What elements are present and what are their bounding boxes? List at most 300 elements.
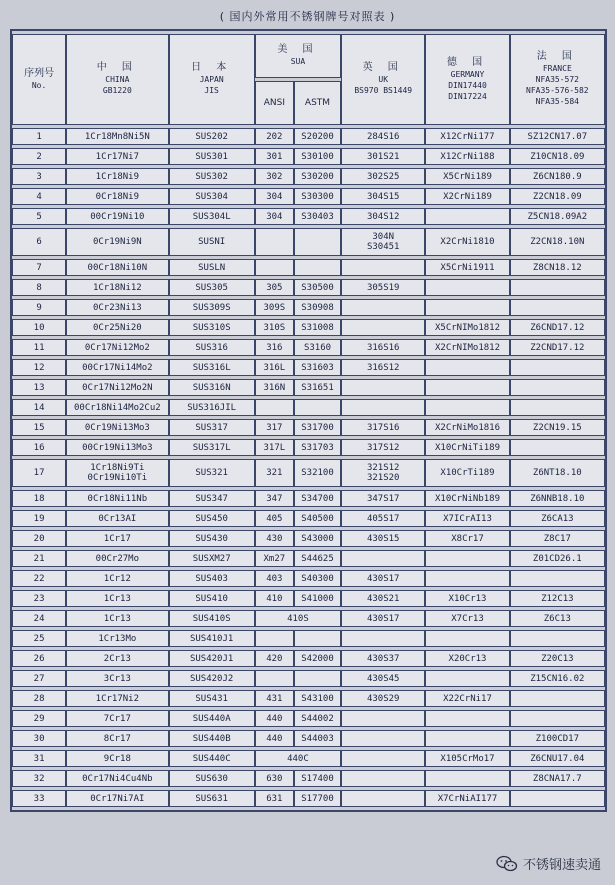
cell-uk [341, 168, 425, 185]
cell-china-line: 1Cr18Ni9Ti [90, 463, 145, 473]
cell-france: Z100CD17 [510, 730, 605, 747]
cell-uk-line: 430S29 [366, 693, 400, 704]
grade-comparison-table [10, 29, 607, 812]
cell-japan: SUS430 [169, 530, 255, 547]
cell-astm: S41000 [294, 590, 341, 607]
cell-france: Z20C13 [510, 650, 605, 667]
table-row [12, 630, 605, 647]
cell-france [510, 379, 605, 396]
cell-astm: S31703 [294, 439, 341, 456]
wechat-icon [496, 855, 518, 873]
cell-france: Z2CND17.12 [510, 339, 605, 356]
cell-uk [341, 750, 425, 767]
cell-seq: 8 [12, 279, 66, 296]
watermark-text: 不锈钢速卖通 [522, 858, 601, 873]
cell-uk [341, 299, 425, 316]
cell-china [66, 419, 168, 436]
cell-china [66, 439, 168, 456]
cell-france: Z6CN180.9 [510, 168, 605, 185]
cell-germany: X10CrTi189 [425, 459, 509, 487]
cell-france [510, 630, 605, 647]
cell-germany: X5CrNi189 [425, 168, 509, 185]
cell-ansi: 631 [255, 790, 294, 807]
cell-germany: X2CrNiMo1816 [425, 419, 509, 436]
cell-germany: X10Cr13 [425, 590, 509, 607]
table-row [12, 419, 605, 436]
cell-france: Z6C13 [510, 610, 605, 627]
cell-uk-line: 305S19 [366, 282, 400, 293]
cell-china [66, 319, 168, 336]
cell-seq: 6 [12, 228, 66, 256]
cell-france: Z01CD26.1 [510, 550, 605, 567]
cell-seq: 32 [12, 770, 66, 787]
cell-china [66, 550, 168, 567]
cell-ansi: 431 [255, 690, 294, 707]
table-row [12, 299, 605, 316]
cell-france: Z2CN18.09 [510, 188, 605, 205]
cell-ansi: 440 [255, 710, 294, 727]
cell-japan: SUS301 [169, 148, 255, 165]
table-row [12, 359, 605, 376]
cell-seq: 27 [12, 670, 66, 687]
cell-ansi: 316N [255, 379, 294, 396]
cell-astm: S32100 [294, 459, 341, 487]
cell-uk [341, 610, 425, 627]
header-japan: 日 本 JAPAN JIS [169, 34, 255, 125]
cell-ansi: 316 [255, 339, 294, 356]
cell-astm: S44002 [294, 710, 341, 727]
cell-china-line: 7Cr17 [103, 713, 131, 724]
cell-ansi: 321 [255, 459, 294, 487]
cell-japan: SUS440C [169, 750, 255, 767]
cell-astm: S30300 [294, 188, 341, 205]
cell-germany [425, 379, 509, 396]
cell-china [66, 279, 168, 296]
watermark [496, 854, 601, 873]
cell-seq: 31 [12, 750, 66, 767]
cell-uk [341, 359, 425, 376]
cell-ansi: 403 [255, 570, 294, 587]
cell-china [66, 590, 168, 607]
cell-uk [341, 710, 425, 727]
cell-japan: SUS316N [169, 379, 255, 396]
cell-seq: 3 [12, 168, 66, 185]
cell-astm: S17700 [294, 790, 341, 807]
cell-germany [425, 730, 509, 747]
cell-astm: S30500 [294, 279, 341, 296]
cell-china-line: 00Cr27Mo [95, 553, 140, 564]
cell-japan: SUS305 [169, 279, 255, 296]
cell-uk-line: 430S17 [366, 573, 400, 584]
cell-china [66, 259, 168, 276]
cell-china [66, 490, 168, 507]
cell-japan: SUS302 [169, 168, 255, 185]
cell-seq: 9 [12, 299, 66, 316]
table-row [12, 730, 605, 747]
cell-japan: SUSNI [169, 228, 255, 256]
cell-uk [341, 439, 425, 456]
cell-uk [341, 399, 425, 416]
cell-france [510, 570, 605, 587]
cell-ansi: 317 [255, 419, 294, 436]
cell-china [66, 790, 168, 807]
cell-china-line: 0Cr17Ni4Cu4Nb [82, 773, 153, 784]
cell-france: Z10CN18.09 [510, 148, 605, 165]
cell-china [66, 188, 168, 205]
cell-china [66, 510, 168, 527]
cell-uk-line: 321S12 [366, 463, 400, 473]
cell-uk [341, 650, 425, 667]
cell-astm: S17400 [294, 770, 341, 787]
cell-japan: SUS309S [169, 299, 255, 316]
table-row [12, 770, 605, 787]
cell-ansi: 309S [255, 299, 294, 316]
cell-uk-line: 321S20 [366, 473, 400, 483]
cell-japan: SUS304 [169, 188, 255, 205]
table-row [12, 148, 605, 165]
cell-seq: 30 [12, 730, 66, 747]
table-row [12, 610, 605, 627]
cell-astm: S43100 [294, 690, 341, 707]
cell-uk [341, 208, 425, 225]
cell-japan: SUS317 [169, 419, 255, 436]
cell-germany: X2CrNi1810 [425, 228, 509, 256]
cell-china-line: 00Cr19Ni10 [90, 211, 145, 222]
cell-seq: 4 [12, 188, 66, 205]
table-row [12, 279, 605, 296]
cell-uk-line: 304S12 [366, 211, 400, 222]
cell-uk-line: 316S16 [366, 342, 400, 353]
cell-seq: 21 [12, 550, 66, 567]
cell-france: Z8C17 [510, 530, 605, 547]
cell-uk [341, 570, 425, 587]
cell-uk-line: 430S37 [366, 653, 400, 664]
cell-france [510, 710, 605, 727]
cell-seq: 11 [12, 339, 66, 356]
cell-germany: X7CrNiAI177 [425, 790, 509, 807]
cell-seq: 25 [12, 630, 66, 647]
cell-uk [341, 128, 425, 145]
cell-china [66, 610, 168, 627]
cell-france: Z5CN18.09A2 [510, 208, 605, 225]
cell-seq: 16 [12, 439, 66, 456]
cell-japan: SUS310S [169, 319, 255, 336]
cell-uk [341, 550, 425, 567]
cell-uk-line: 317S16 [366, 422, 400, 433]
cell-japan: SUS316JIL [169, 399, 255, 416]
cell-ansi: 202 [255, 128, 294, 145]
cell-seq: 17 [12, 459, 66, 487]
cell-germany [425, 550, 509, 567]
cell-japan: SUS410J1 [169, 630, 255, 647]
header-astm: ASTM [294, 81, 341, 125]
cell-china [66, 208, 168, 225]
cell-astm: S44625 [294, 550, 341, 567]
cell-astm: S3160 [294, 339, 341, 356]
cell-astm: S42000 [294, 650, 341, 667]
cell-uk-line: 347S17 [366, 493, 400, 504]
cell-seq: 7 [12, 259, 66, 276]
cell-astm: S31700 [294, 419, 341, 436]
table-row [12, 570, 605, 587]
cell-uk [341, 590, 425, 607]
cell-japan: SUS450 [169, 510, 255, 527]
cell-uk [341, 630, 425, 647]
cell-france: Z6CND17.12 [510, 319, 605, 336]
cell-germany [425, 279, 509, 296]
cell-uk-line: 430S45 [366, 673, 400, 684]
cell-uk [341, 530, 425, 547]
cell-ansi: 440 [255, 730, 294, 747]
cell-china [66, 650, 168, 667]
table-row [12, 228, 605, 256]
cell-china [66, 690, 168, 707]
cell-france [510, 299, 605, 316]
cell-uk [341, 730, 425, 747]
cell-china-line: 0Cr17Ni7AI [90, 793, 145, 804]
cell-astm [294, 670, 341, 687]
cell-china [66, 530, 168, 547]
cell-germany [425, 299, 509, 316]
cell-china-line: 0Cr13AI [98, 513, 137, 524]
cell-china-line: 00Cr17Ni14Mo2 [82, 362, 153, 373]
cell-france [510, 690, 605, 707]
cell-uk [341, 339, 425, 356]
cell-astm: S31603 [294, 359, 341, 376]
cell-france: Z6CNU17.04 [510, 750, 605, 767]
cell-china [66, 299, 168, 316]
cell-france [510, 399, 605, 416]
cell-china [66, 459, 168, 487]
cell-germany [425, 710, 509, 727]
cell-ansi: 317L [255, 439, 294, 456]
table-row [12, 710, 605, 727]
cell-china-line: 0Cr18Ni9 [95, 191, 140, 202]
cell-china [66, 630, 168, 647]
cell-seq: 26 [12, 650, 66, 667]
cell-france: Z8CNA17.7 [510, 770, 605, 787]
cell-china-line: 0Cr17Ni12Mo2N [82, 382, 153, 393]
cell-china-line: 8Cr17 [103, 733, 131, 744]
cell-china [66, 228, 168, 256]
table-row [12, 490, 605, 507]
cell-uk [341, 490, 425, 507]
cell-china-line: 1Cr18Mn8Ni5N [84, 131, 150, 142]
cell-japan: SUSXM27 [169, 550, 255, 567]
table-row [12, 530, 605, 547]
cell-uk-line: 301S21 [366, 151, 400, 162]
cell-china [66, 710, 168, 727]
header-china: 中 国 CHINA GB1220 [66, 34, 168, 125]
cell-germany: X7Cr13 [425, 610, 509, 627]
cell-france: Z2CN18.10N [510, 228, 605, 256]
cell-astm: S30403 [294, 208, 341, 225]
cell-china-line: 1Cr13 [103, 613, 131, 624]
cell-germany [425, 630, 509, 647]
cell-germany [425, 399, 509, 416]
cell-china-line: 2Cr13 [103, 653, 131, 664]
cell-uk [341, 319, 425, 336]
cell-china-line: 3Cr13 [103, 673, 131, 684]
header-ansi: ANSI [255, 81, 294, 125]
cell-astm [294, 399, 341, 416]
cell-uk-line: 304S15 [366, 191, 400, 202]
cell-france: Z8CN18.12 [510, 259, 605, 276]
table-row [12, 379, 605, 396]
cell-china [66, 750, 168, 767]
cell-china-line: 1Cr18Ni9 [95, 171, 140, 182]
cell-ansi [255, 399, 294, 416]
cell-germany: X12CrNi177 [425, 128, 509, 145]
table-row [12, 128, 605, 145]
header-germany: 德 国 GERMANY DIN17440 DIN17224 [425, 34, 509, 125]
cell-japan: SUS410 [169, 590, 255, 607]
cell-france [510, 359, 605, 376]
cell-seq: 10 [12, 319, 66, 336]
cell-ansi [255, 670, 294, 687]
cell-seq: 29 [12, 710, 66, 727]
cell-germany: X5CrNi1911 [425, 259, 509, 276]
cell-china [66, 379, 168, 396]
cell-astm: S30100 [294, 148, 341, 165]
cell-ansi: 410 [255, 590, 294, 607]
cell-france: Z6CA13 [510, 510, 605, 527]
cell-astm: S30200 [294, 168, 341, 185]
cell-japan: SUS420J2 [169, 670, 255, 687]
cell-ansi: 301 [255, 148, 294, 165]
cell-astm [294, 630, 341, 647]
cell-seq: 2 [12, 148, 66, 165]
cell-china-line: 9Cr18 [103, 753, 131, 764]
table-row [12, 208, 605, 225]
cell-china [66, 770, 168, 787]
cell-ansi: 430 [255, 530, 294, 547]
cell-japan: SUS347 [169, 490, 255, 507]
cell-seq: 33 [12, 790, 66, 807]
cell-china-line: 0Cr19Ni10Ti [87, 473, 148, 483]
cell-japan: SUS440B [169, 730, 255, 747]
cell-uk-line: S30451 [366, 242, 400, 252]
table-row [12, 319, 605, 336]
cell-uk [341, 279, 425, 296]
cell-china-line: 0Cr25Ni20 [92, 322, 142, 333]
table-row [12, 670, 605, 687]
table-row [12, 459, 605, 487]
cell-china [66, 359, 168, 376]
cell-japan: SUSLN [169, 259, 255, 276]
cell-astm: S44003 [294, 730, 341, 747]
cell-astm: S43000 [294, 530, 341, 547]
cell-usa-merged: 410S [255, 610, 341, 627]
cell-japan: SUS631 [169, 790, 255, 807]
cell-astm: S31651 [294, 379, 341, 396]
cell-uk [341, 379, 425, 396]
cell-japan: SUS410S [169, 610, 255, 627]
cell-ansi [255, 228, 294, 256]
cell-china-line: 1Cr18Ni12 [92, 282, 142, 293]
cell-china-line: 1Cr12 [103, 573, 131, 584]
cell-china [66, 168, 168, 185]
cell-ansi: 630 [255, 770, 294, 787]
cell-seq: 18 [12, 490, 66, 507]
cell-uk [341, 690, 425, 707]
cell-china-line: 1Cr17Ni7 [95, 151, 140, 162]
cell-seq: 12 [12, 359, 66, 376]
cell-uk-line: 317S12 [366, 442, 400, 453]
table-row [12, 188, 605, 205]
cell-france: Z6NT18.10 [510, 459, 605, 487]
cell-germany: X7ICrAI13 [425, 510, 509, 527]
cell-france: Z12C13 [510, 590, 605, 607]
table-title: ( 国内外常用不锈钢牌号对照表 ) [219, 10, 396, 23]
cell-astm: S40300 [294, 570, 341, 587]
cell-germany [425, 670, 509, 687]
cell-seq: 13 [12, 379, 66, 396]
cell-china-line: 0Cr19Ni13Mo3 [84, 422, 150, 433]
cell-uk [341, 148, 425, 165]
cell-china [66, 148, 168, 165]
cell-china [66, 730, 168, 747]
cell-ansi: 305 [255, 279, 294, 296]
header-france: 法 国 FRANCE NFA35-572 NFA35-576-582 NFA35-584 [510, 34, 605, 125]
table-row [12, 399, 605, 416]
cell-france: Z15CN16.02 [510, 670, 605, 687]
cell-seq: 24 [12, 610, 66, 627]
cell-uk-line: 405S17 [366, 513, 400, 524]
cell-uk-line: 430S15 [366, 533, 400, 544]
cell-china-line: 0Cr23Ni13 [92, 302, 142, 313]
cell-china-line: 0Cr19Ni9N [92, 237, 142, 247]
cell-astm [294, 259, 341, 276]
cell-germany [425, 359, 509, 376]
cell-astm: S31008 [294, 319, 341, 336]
cell-china-line: 00Cr18Ni14Mo2Cu2 [73, 402, 161, 413]
cell-astm: S20200 [294, 128, 341, 145]
cell-seq: 15 [12, 419, 66, 436]
cell-uk [341, 259, 425, 276]
cell-germany: X20Cr13 [425, 650, 509, 667]
cell-china-line: 1Cr17Ni2 [95, 693, 140, 704]
cell-astm: S34700 [294, 490, 341, 507]
cell-japan: SUS321 [169, 459, 255, 487]
cell-uk-line: 284S16 [366, 131, 400, 142]
cell-uk [341, 459, 425, 487]
cell-china [66, 670, 168, 687]
cell-japan: SUS316 [169, 339, 255, 356]
cell-japan: SUS317L [169, 439, 255, 456]
table-body [12, 128, 605, 807]
cell-uk [341, 188, 425, 205]
cell-seq: 1 [12, 128, 66, 145]
cell-japan: SUS431 [169, 690, 255, 707]
table-row [12, 790, 605, 807]
table-row [12, 550, 605, 567]
cell-china-line: 0Cr18Ni11Nb [87, 493, 148, 504]
cell-japan: SUS304L [169, 208, 255, 225]
cell-china-line: 00Cr18Ni10N [87, 262, 148, 273]
cell-seq: 20 [12, 530, 66, 547]
cell-japan: SUS316L [169, 359, 255, 376]
table-row [12, 690, 605, 707]
cell-china [66, 570, 168, 587]
cell-china [66, 399, 168, 416]
cell-france [510, 790, 605, 807]
cell-germany: X8Cr17 [425, 530, 509, 547]
cell-ansi [255, 630, 294, 647]
cell-seq: 14 [12, 399, 66, 416]
cell-china-line: 1Cr13Mo [98, 633, 137, 644]
table-row [12, 750, 605, 767]
